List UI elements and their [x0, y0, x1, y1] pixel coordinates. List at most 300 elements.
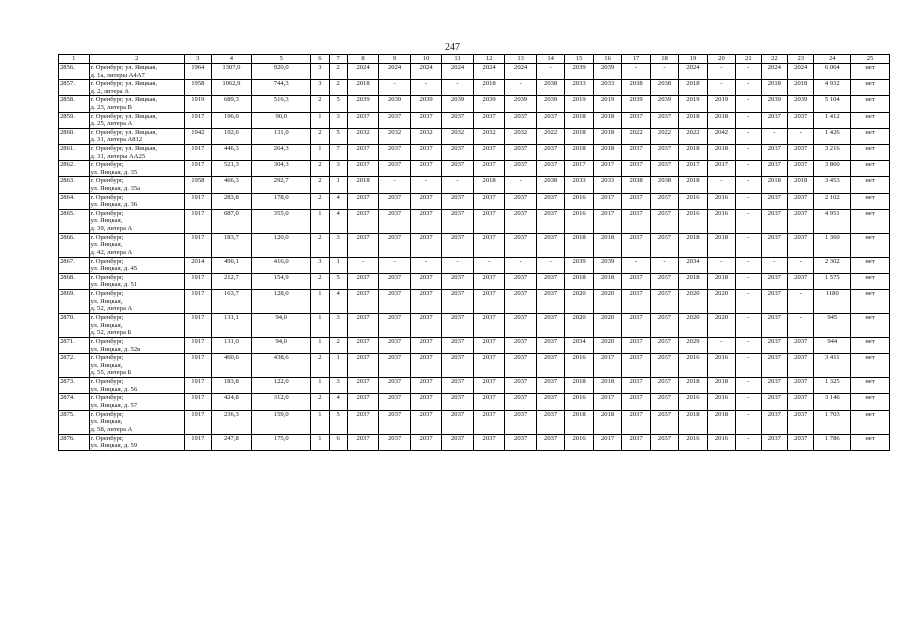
- table-cell: 2037: [442, 161, 474, 177]
- table-cell: 2016: [707, 193, 735, 209]
- table-cell: 2017: [593, 193, 621, 209]
- table-cell: 2018: [788, 177, 814, 193]
- table-cell: 2037: [761, 338, 787, 354]
- table-cell: 1: [311, 314, 329, 338]
- table-cell: 2024: [379, 64, 411, 80]
- address-cell: г. Оренбург, ул. Яицкая, д. 56: [89, 378, 185, 394]
- table-cell: 2033: [593, 177, 621, 193]
- table-cell: -: [650, 257, 678, 273]
- table-cell: 2037: [347, 161, 379, 177]
- table-cell: 2018: [679, 410, 707, 434]
- table-cell: 2018: [473, 177, 505, 193]
- table-cell: 3: [329, 112, 347, 128]
- table-cell: -: [736, 273, 761, 289]
- table-cell: 2037: [347, 434, 379, 450]
- table-cell: 2038: [622, 80, 650, 96]
- table-cell: нет: [851, 177, 890, 193]
- table-cell: 4: [329, 193, 347, 209]
- table-cell: 2: [311, 161, 329, 177]
- table-cell: -: [736, 233, 761, 257]
- table-cell: 2038: [650, 177, 678, 193]
- table-cell: 1180: [814, 290, 851, 314]
- table-cell: нет: [851, 80, 890, 96]
- table-cell: 2016: [565, 434, 593, 450]
- table-cell: 2037: [379, 161, 411, 177]
- table-cell: 2037: [473, 112, 505, 128]
- table-cell: 2037: [761, 233, 787, 257]
- table-cell: 2037: [410, 193, 442, 209]
- table-cell: 460,6: [211, 354, 252, 378]
- table-cell: 2037: [788, 112, 814, 128]
- table-cell: 2037: [379, 410, 411, 434]
- table-cell: -: [707, 257, 735, 273]
- table-cell: 2: [311, 128, 329, 144]
- table-cell: 2037: [473, 273, 505, 289]
- table-cell: 2037: [410, 209, 442, 233]
- address-cell: г. Оренбург, ул. Яицкая, д. 52в: [89, 338, 185, 354]
- table-cell: 2037: [536, 410, 564, 434]
- table-cell: 2018: [679, 112, 707, 128]
- table-cell: 2018: [707, 410, 735, 434]
- row-number: 2864.: [59, 193, 90, 209]
- table-cell: 94,0: [252, 314, 311, 338]
- table-cell: 3: [329, 378, 347, 394]
- table-cell: 2018: [707, 273, 735, 289]
- column-header: 21: [736, 55, 761, 64]
- table-cell: 122,0: [252, 378, 311, 394]
- table-cell: 2019: [565, 96, 593, 112]
- table-cell: 2037: [410, 354, 442, 378]
- table-cell: 2017: [593, 434, 621, 450]
- table-cell: 2037: [650, 161, 678, 177]
- table-cell: 2042: [707, 128, 735, 144]
- table-cell: 3 146: [814, 394, 851, 410]
- table-cell: -: [736, 290, 761, 314]
- row-number: 2872.: [59, 354, 90, 378]
- column-header: 11: [442, 55, 474, 64]
- table-cell: 2018: [565, 233, 593, 257]
- table-cell: -: [347, 257, 379, 273]
- table-cell: 2039: [473, 96, 505, 112]
- table-cell: 2037: [379, 394, 411, 410]
- table-cell: 2024: [442, 64, 474, 80]
- table-cell: 2037: [536, 338, 564, 354]
- table-cell: 1958: [185, 80, 211, 96]
- table-cell: 2037: [650, 378, 678, 394]
- table-cell: -: [622, 64, 650, 80]
- table-cell: 2018: [707, 144, 735, 160]
- table-cell: 2018: [679, 80, 707, 96]
- table-cell: 283,8: [211, 193, 252, 209]
- table-cell: 2018: [761, 80, 787, 96]
- table-cell: нет: [851, 273, 890, 289]
- address-cell: г. Оренбург, ул. Яицкая, д. 55, литера Б: [89, 354, 185, 378]
- table-cell: 2037: [347, 338, 379, 354]
- table-cell: 128,0: [252, 290, 311, 314]
- table-cell: -: [442, 80, 474, 96]
- table-cell: -: [442, 257, 474, 273]
- table-cell: 2037: [622, 338, 650, 354]
- address-cell: г. Оренбург, ул. Яицкая, д. 23, литера В: [89, 96, 185, 112]
- table-cell: 178,0: [252, 193, 311, 209]
- table-cell: 2018: [565, 128, 593, 144]
- table-cell: 2037: [505, 112, 537, 128]
- table-row: [59, 273, 890, 289]
- table-cell: -: [707, 338, 735, 354]
- table-cell: 2016: [707, 394, 735, 410]
- table-cell: -: [788, 314, 814, 338]
- table-cell: 212,7: [211, 273, 252, 289]
- table-cell: 1917: [185, 410, 211, 434]
- table-cell: 5 104: [814, 96, 851, 112]
- table-cell: -: [736, 314, 761, 338]
- column-header: 24: [814, 55, 851, 64]
- table-cell: 2037: [536, 354, 564, 378]
- table-cell: 183,8: [211, 378, 252, 394]
- table-cell: 2016: [679, 209, 707, 233]
- table-cell: нет: [851, 338, 890, 354]
- table-cell: 2016: [707, 209, 735, 233]
- row-number: 2868.: [59, 273, 90, 289]
- table-cell: 2038: [622, 177, 650, 193]
- table-cell: -: [736, 410, 761, 434]
- table-cell: 2020: [679, 290, 707, 314]
- table-cell: 687,0: [211, 209, 252, 233]
- table-cell: 2022: [650, 128, 678, 144]
- table-cell: 2022: [536, 128, 564, 144]
- table-cell: 2019: [707, 96, 735, 112]
- row-number: 2866.: [59, 233, 90, 257]
- address-cell: г. Оренбург, ул. Яицкая, д. 36: [89, 193, 185, 209]
- table-cell: 4: [329, 290, 347, 314]
- table-cell: 1: [329, 257, 347, 273]
- table-cell: 944: [814, 338, 851, 354]
- table-cell: 2017: [593, 394, 621, 410]
- table-cell: 2039: [505, 96, 537, 112]
- table-cell: 2037: [379, 338, 411, 354]
- table-cell: 2037: [347, 233, 379, 257]
- column-header: 16: [593, 55, 621, 64]
- table-cell: 2037: [347, 209, 379, 233]
- table-cell: 2016: [707, 354, 735, 378]
- table-cell: 1: [311, 410, 329, 434]
- table-cell: 2037: [347, 354, 379, 378]
- column-header: 7: [329, 55, 347, 64]
- row-number: 2858.: [59, 96, 90, 112]
- table-cell: 2039: [565, 64, 593, 80]
- table-cell: 2037: [536, 233, 564, 257]
- address-cell: г. Оренбург, ул. Яицкая, д. 52, литера Б: [89, 314, 185, 338]
- table-cell: 2037: [650, 354, 678, 378]
- table-cell: 2: [311, 193, 329, 209]
- table-cell: 2037: [788, 410, 814, 434]
- table-cell: 2032: [410, 128, 442, 144]
- table-cell: 2037: [442, 410, 474, 434]
- table-cell: 2037: [442, 209, 474, 233]
- table-cell: -: [505, 177, 537, 193]
- table-cell: 2018: [679, 233, 707, 257]
- table-cell: 2037: [788, 338, 814, 354]
- column-header: 10: [410, 55, 442, 64]
- table-cell: 2037: [347, 112, 379, 128]
- table-cell: нет: [851, 394, 890, 410]
- table-cell: 2033: [565, 177, 593, 193]
- table-row: [59, 257, 890, 273]
- table-row: [59, 80, 890, 96]
- table-cell: 1917: [185, 209, 211, 233]
- table-cell: 2037: [410, 434, 442, 450]
- table-cell: 2037: [410, 144, 442, 160]
- table-cell: -: [736, 64, 761, 80]
- table-cell: 264,3: [252, 144, 311, 160]
- table-cell: 2037: [650, 273, 678, 289]
- table-cell: 2037: [622, 233, 650, 257]
- table-cell: 466,3: [211, 177, 252, 193]
- table-cell: 4 951: [814, 209, 851, 233]
- table-cell: 2037: [622, 410, 650, 434]
- table-cell: 2016: [707, 434, 735, 450]
- table-cell: 920,0: [252, 64, 311, 80]
- column-header: 3: [185, 55, 211, 64]
- column-header: 15: [565, 55, 593, 64]
- table-cell: 2037: [761, 378, 787, 394]
- table-cell: 2020: [565, 290, 593, 314]
- table-cell: 3: [329, 233, 347, 257]
- table-cell: 2039: [593, 64, 621, 80]
- table-cell: 416,0: [252, 257, 311, 273]
- table-cell: 3 411: [814, 354, 851, 378]
- table-cell: 2037: [622, 434, 650, 450]
- table-cell: 2024: [679, 64, 707, 80]
- address-cell: г. Оренбург, ул. Яицкая, д. 39, литера А: [89, 209, 185, 233]
- table-cell: 2039: [410, 96, 442, 112]
- table-cell: 2: [329, 338, 347, 354]
- table-cell: нет: [851, 209, 890, 233]
- table-row: [59, 177, 890, 193]
- column-header: 6: [311, 55, 329, 64]
- column-header: 18: [650, 55, 678, 64]
- table-cell: 2037: [442, 338, 474, 354]
- table-cell: 2037: [347, 144, 379, 160]
- table-cell: 2037: [347, 314, 379, 338]
- row-number: 2867.: [59, 257, 90, 273]
- table-cell: 2032: [473, 128, 505, 144]
- table-row: [59, 233, 890, 257]
- table-cell: 2039: [442, 96, 474, 112]
- table-cell: 2038: [650, 80, 678, 96]
- table-row: [59, 112, 890, 128]
- table-cell: 175,0: [252, 434, 311, 450]
- table-cell: 2016: [565, 354, 593, 378]
- table-cell: 2037: [536, 290, 564, 314]
- table-cell: 2037: [505, 378, 537, 394]
- table-cell: 2037: [379, 273, 411, 289]
- row-number: 2862.: [59, 161, 90, 177]
- table-cell: 1: [311, 290, 329, 314]
- table-cell: 6 064: [814, 64, 851, 80]
- table-cell: 2037: [788, 434, 814, 450]
- table-cell: 5: [329, 128, 347, 144]
- table-cell: 2018: [565, 273, 593, 289]
- table-cell: 2017: [707, 161, 735, 177]
- table-cell: 2039: [536, 96, 564, 112]
- table-row: [59, 64, 890, 80]
- table-cell: 2037: [442, 233, 474, 257]
- column-header: 20: [707, 55, 735, 64]
- table-cell: 2020: [593, 314, 621, 338]
- table-cell: 2039: [565, 257, 593, 273]
- table-cell: 2037: [650, 338, 678, 354]
- table-row: [59, 128, 890, 144]
- table-cell: нет: [851, 96, 890, 112]
- table-cell: 1: [311, 378, 329, 394]
- table-cell: 4: [329, 394, 347, 410]
- table-cell: 1917: [185, 338, 211, 354]
- table-cell: 304,3: [252, 161, 311, 177]
- table-cell: 1917: [185, 378, 211, 394]
- table-cell: 2018: [347, 177, 379, 193]
- table-cell: -: [736, 209, 761, 233]
- table-cell: 3: [311, 64, 329, 80]
- table-cell: 2037: [536, 314, 564, 338]
- table-cell: 2016: [679, 193, 707, 209]
- table-cell: 2037: [473, 354, 505, 378]
- table-cell: -: [473, 257, 505, 273]
- table-cell: 2037: [761, 161, 787, 177]
- table-cell: 2037: [410, 112, 442, 128]
- table-cell: 2037: [347, 273, 379, 289]
- table-cell: 2037: [410, 290, 442, 314]
- table-cell: 2037: [442, 112, 474, 128]
- table-cell: 2020: [565, 314, 593, 338]
- table-cell: 2019: [679, 96, 707, 112]
- row-number: 2875.: [59, 410, 90, 434]
- table-cell: 1917: [185, 394, 211, 410]
- table-cell: -: [788, 128, 814, 144]
- table-cell: нет: [851, 64, 890, 80]
- table-cell: 1917: [185, 290, 211, 314]
- table-cell: 2017: [593, 354, 621, 378]
- table-cell: 1307,0: [211, 64, 252, 80]
- table-cell: 2018: [565, 410, 593, 434]
- table-cell: 2037: [761, 314, 787, 338]
- table-cell: -: [736, 193, 761, 209]
- table-cell: 1: [311, 209, 329, 233]
- table-row: [59, 314, 890, 338]
- table-cell: нет: [851, 112, 890, 128]
- table-cell: 2039: [593, 257, 621, 273]
- table-cell: 2037: [442, 144, 474, 160]
- table-cell: 2037: [379, 144, 411, 160]
- table-cell: 236,3: [211, 410, 252, 434]
- table-cell: 292,7: [252, 177, 311, 193]
- table-cell: 4 932: [814, 80, 851, 96]
- table-cell: 2020: [593, 290, 621, 314]
- table-cell: 3: [311, 257, 329, 273]
- table-cell: 3: [329, 314, 347, 338]
- row-number: 2863.: [59, 177, 90, 193]
- table-cell: 2033: [593, 80, 621, 96]
- table-cell: -: [379, 80, 411, 96]
- table-cell: 2034: [565, 338, 593, 354]
- table-cell: нет: [851, 144, 890, 160]
- table-cell: 446,3: [211, 144, 252, 160]
- table-cell: 2037: [622, 161, 650, 177]
- table-cell: 2037: [761, 112, 787, 128]
- table-cell: 6: [329, 434, 347, 450]
- table-cell: 1 426: [814, 128, 851, 144]
- table-cell: 5: [329, 273, 347, 289]
- table-cell: 2016: [565, 193, 593, 209]
- table-cell: -: [761, 257, 787, 273]
- table-cell: -: [379, 177, 411, 193]
- table-cell: 2037: [505, 434, 537, 450]
- table-cell: 2038: [536, 177, 564, 193]
- row-number: 2860.: [59, 128, 90, 144]
- table-cell: -: [410, 257, 442, 273]
- table-cell: 2020: [679, 314, 707, 338]
- table-cell: 1 325: [814, 378, 851, 394]
- table-cell: 2018: [593, 112, 621, 128]
- table-cell: 2037: [505, 314, 537, 338]
- table-cell: 131,1: [211, 314, 252, 338]
- table-cell: 2019: [593, 96, 621, 112]
- column-header: 12: [473, 55, 505, 64]
- table-cell: 2039: [788, 96, 814, 112]
- column-header: 2: [89, 55, 185, 64]
- table-cell: 2037: [473, 314, 505, 338]
- table-cell: 2037: [650, 410, 678, 434]
- table-cell: 2037: [379, 434, 411, 450]
- address-cell: г. Оренбург, ул. Яицкая, д. 31, литера А812: [89, 128, 185, 144]
- table-cell: 2037: [379, 354, 411, 378]
- column-header: 5: [252, 55, 311, 64]
- table-cell: 2032: [379, 128, 411, 144]
- table-cell: 2037: [536, 434, 564, 450]
- address-cell: г. Оренбург, ул. Яицкая, д. 35: [89, 161, 185, 177]
- table-cell: 2037: [536, 112, 564, 128]
- table-cell: 1 703: [814, 410, 851, 434]
- table-cell: -: [736, 112, 761, 128]
- table-cell: 2016: [679, 434, 707, 450]
- table-row: [59, 290, 890, 314]
- table-cell: 2018: [707, 378, 735, 394]
- table-cell: 1942: [185, 128, 211, 144]
- table-cell: 2037: [410, 273, 442, 289]
- table-cell: нет: [851, 193, 890, 209]
- table-cell: 196,0: [211, 112, 252, 128]
- table-cell: 2037: [410, 394, 442, 410]
- column-header: 23: [788, 55, 814, 64]
- table-cell: 2037: [788, 354, 814, 378]
- table-cell: 2037: [410, 410, 442, 434]
- row-number: 2871.: [59, 338, 90, 354]
- table-cell: 2016: [565, 209, 593, 233]
- table-cell: 5: [329, 96, 347, 112]
- table-cell: 2037: [347, 410, 379, 434]
- table-cell: 2018: [679, 177, 707, 193]
- table-cell: -: [410, 177, 442, 193]
- address-cell: г. Оренбург, ул. Яицкая, д. 59: [89, 434, 185, 450]
- table-cell: 2037: [505, 233, 537, 257]
- table-cell: 1: [329, 177, 347, 193]
- table-cell: 247,8: [211, 434, 252, 450]
- table-cell: 2037: [505, 354, 537, 378]
- table-cell: 2018: [593, 378, 621, 394]
- table-cell: 2018: [593, 410, 621, 434]
- table-cell: 2037: [788, 273, 814, 289]
- table-cell: 2037: [473, 338, 505, 354]
